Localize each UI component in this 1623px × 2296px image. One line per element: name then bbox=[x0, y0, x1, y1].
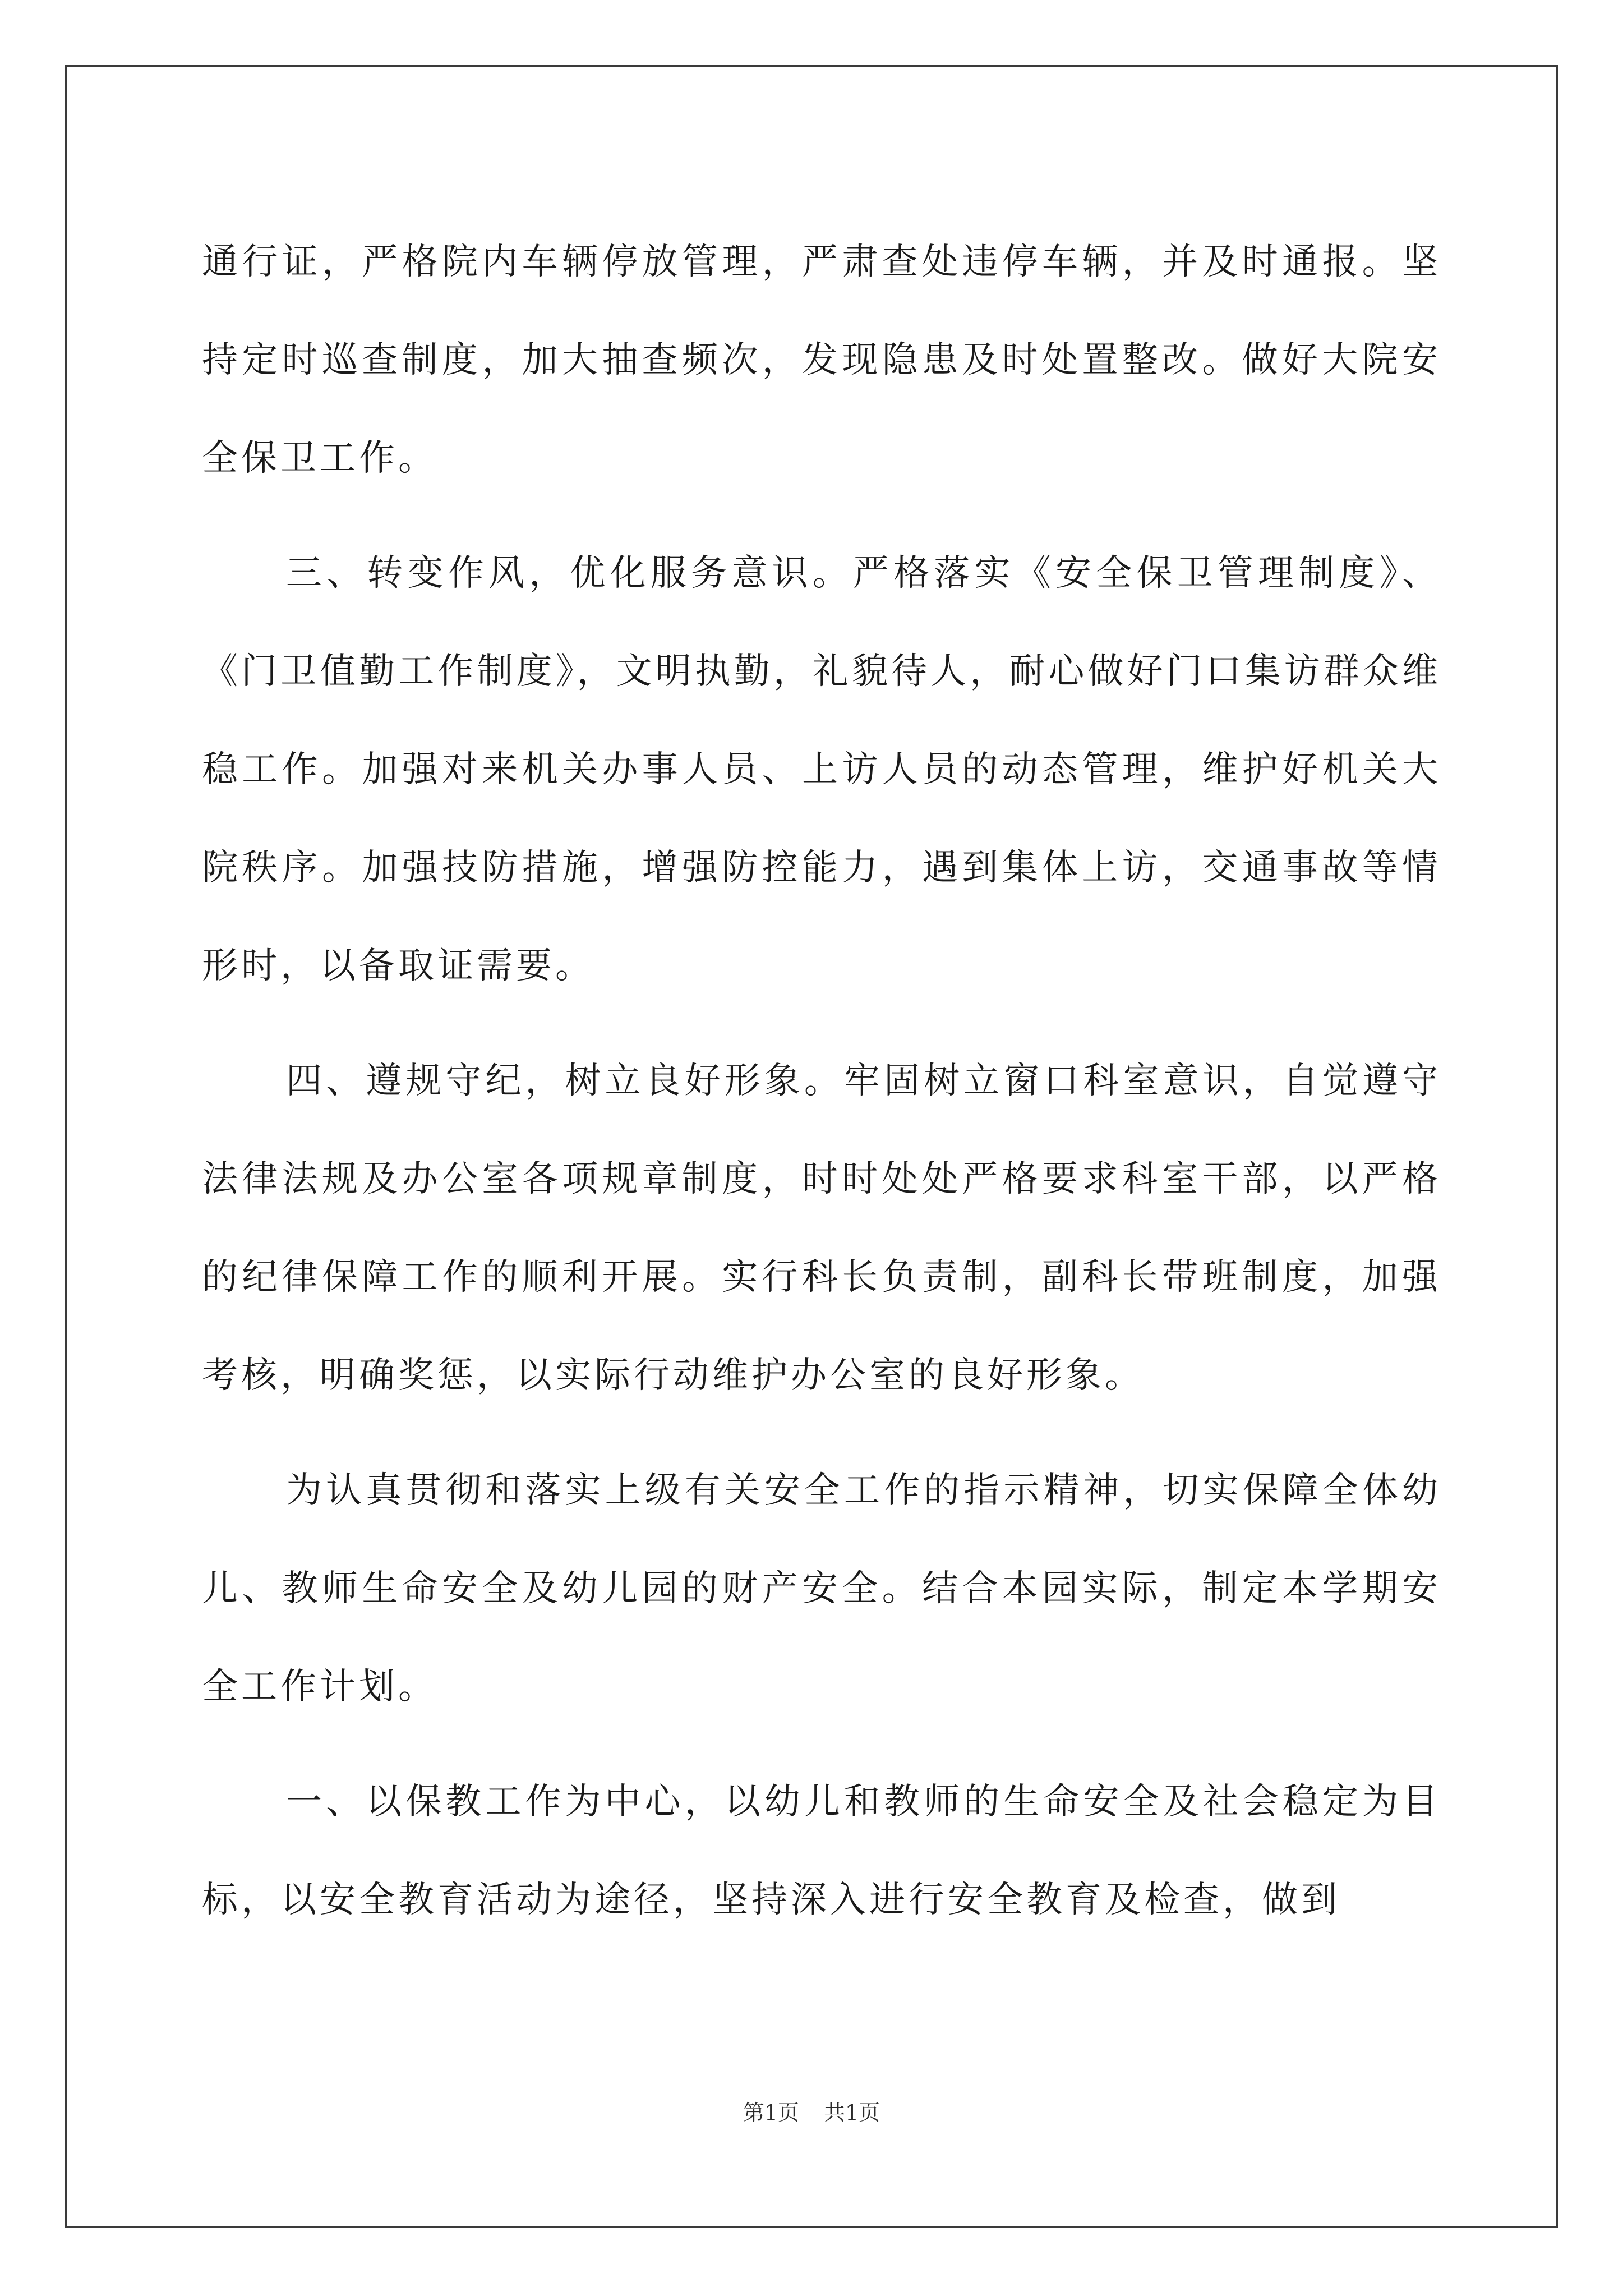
paragraph-1: 通行证，严格院内车辆停放管理，严肃查处违停车辆，并及时通报。坚持定时巡查制度，加大抽查频次，发现隐患及时处置整改。做好大院安全保卫工作。 bbox=[202, 241, 1441, 479]
paragraph-5: 一、以保教工作为中心，以幼儿和教师的生命安全及社会稳定为目标，以安全教育活动为途径，坚持深入进行安全教育及检查，做到 bbox=[202, 1781, 1441, 1921]
paragraph-2: 三、转变作风，优化服务意识。严格落实《安全保卫管理制度》、《门卫值勤工作制度》，文明执勤，礼貌待人，耐心做好门口集访群众维稳工作。加强对来机关办事人员、上访人员的动态管理，维护好机关大院秩序。加强技防措施，增强防控能力，遇到集体上访，交通事故等情形时，以备取证需要。 bbox=[202, 553, 1441, 987]
document-body bbox=[202, 213, 1441, 1966]
paragraph-3: 四、遵规守纪，树立良好形象。牢固树立窗口科室意识，自觉遵守法律法规及办公室各项规章制度，时时处处严格要求科室干部，以严格的纪律保障工作的顺利开展。实行科长负责制，副科长带班制度，加强考核，明确奖惩，以实际行动维护办公室的良好形象。 bbox=[202, 1060, 1441, 1396]
page-footer bbox=[0, 2095, 1623, 2126]
page-number-total: 共1页 bbox=[824, 2100, 880, 2125]
paragraph-4: 为认真贯彻和落实上级有关安全工作的指示精神，切实保障全体幼儿、教师生命安全及幼儿园的财产安全。结合本园实际，制定本学期安全工作计划。 bbox=[202, 1470, 1441, 1708]
page-number-current: 第1页 bbox=[743, 2100, 799, 2125]
